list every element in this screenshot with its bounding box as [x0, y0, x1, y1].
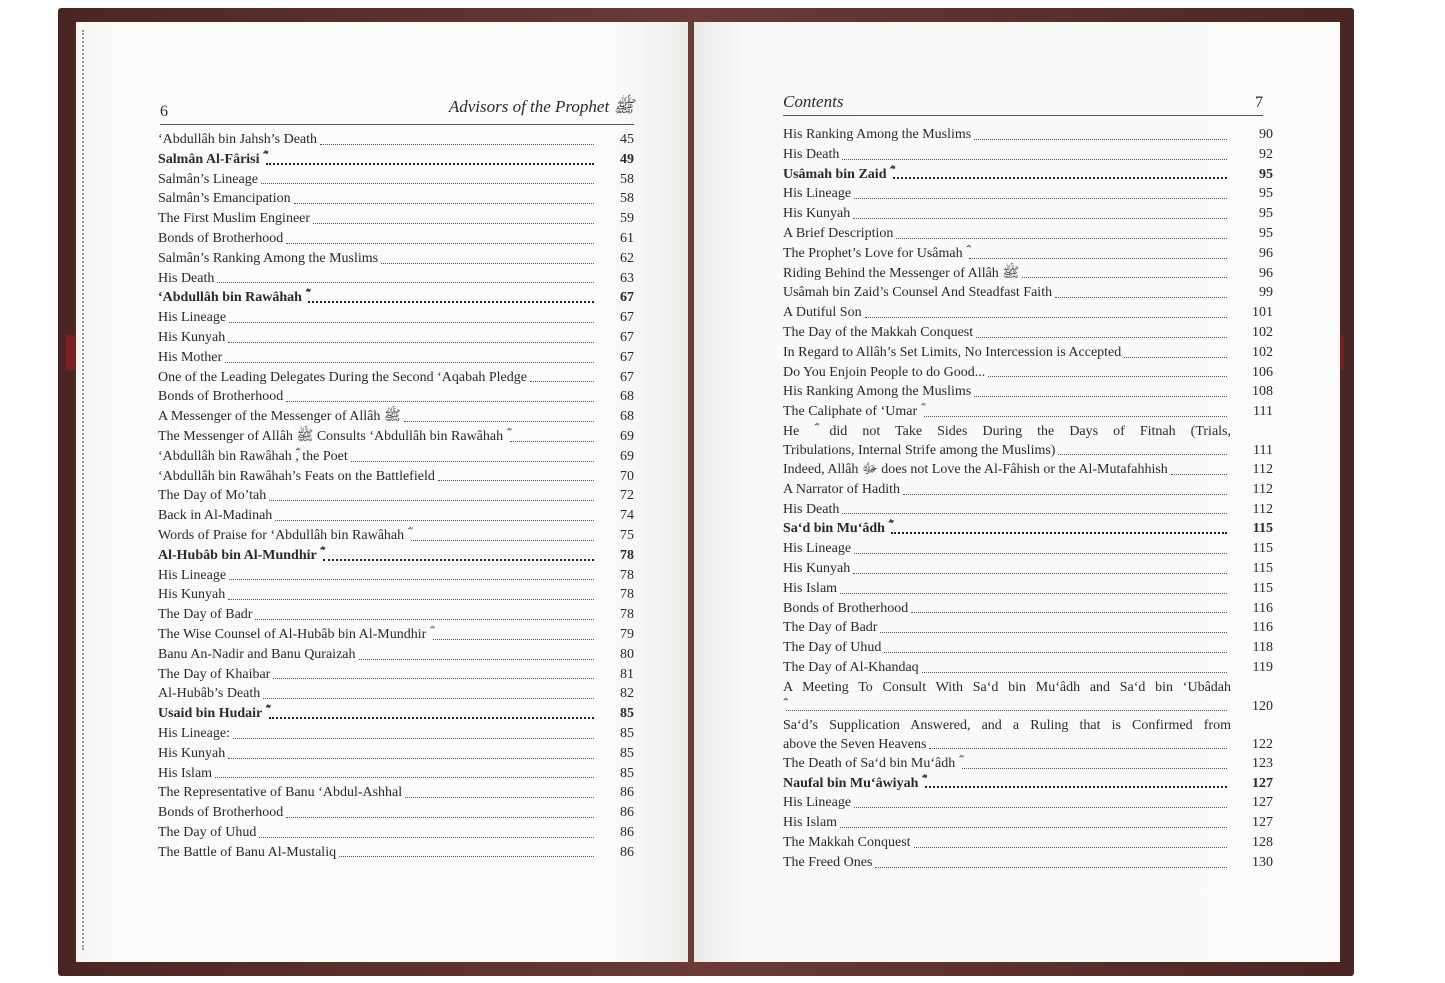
dot-leader	[266, 163, 594, 165]
toc-entry-title: The First Muslim Engineer	[158, 211, 311, 227]
dot-leader	[225, 362, 594, 363]
toc-entry	[158, 605, 634, 625]
toc-entry	[783, 204, 1273, 224]
toc-entry	[158, 229, 634, 249]
dot-leader	[308, 301, 594, 303]
dot-leader	[294, 203, 594, 204]
toc-entry-page: 112	[1252, 481, 1273, 497]
toc-entry-title: Al-Hubâb’s Death	[158, 686, 261, 702]
dot-leader	[976, 337, 1227, 338]
toc-entry-page: 86	[620, 805, 634, 821]
dot-leader	[286, 243, 594, 244]
toc-entry	[783, 125, 1273, 145]
toc-entry-title: His Lineage	[158, 310, 227, 326]
dot-leader	[929, 748, 1227, 749]
toc-entry	[783, 793, 1273, 813]
toc-entry-title: Usâmah bin Zaid ؓ	[783, 166, 890, 182]
toc-entry-title: His Death	[783, 146, 840, 162]
dot-leader	[840, 827, 1227, 828]
toc-entry-page: 85	[620, 725, 634, 741]
dot-leader	[1124, 357, 1227, 358]
toc-entry-page: 86	[620, 824, 634, 840]
toc-entry-title: His Kunyah	[158, 745, 226, 761]
toc-entry	[783, 658, 1273, 678]
dot-leader	[228, 599, 594, 600]
toc-entry-title: Sa‘d bin Mu‘âdh ؓ	[783, 521, 889, 537]
toc-entry-title: Sa‘d’s Supplication Answered, and a Ruling that is Confirmed from	[783, 717, 1231, 733]
toc-entry-page: 122	[1252, 736, 1273, 752]
toc-entry-title: The Day of Badr	[783, 620, 878, 636]
dot-leader	[313, 223, 594, 224]
toc-entry	[158, 269, 634, 289]
toc-entry-title: The Day of Uhud	[783, 640, 882, 656]
toc-entry-page: 63	[620, 270, 634, 286]
toc-entry	[158, 585, 634, 605]
toc-entry	[783, 224, 1273, 244]
toc-entry-title: His Lineage	[783, 541, 852, 557]
toc-entry-title: The Day of Khaibar	[158, 666, 271, 682]
toc-entry	[783, 343, 1273, 363]
toc-entry-title: Usaid bin Hudair ؓ	[158, 706, 266, 722]
dot-leader	[969, 258, 1227, 259]
dot-leader	[404, 421, 594, 422]
dot-leader	[1055, 297, 1227, 298]
right-page-number: 7	[1255, 94, 1263, 111]
dot-leader	[924, 416, 1227, 417]
toc-entry-page: 86	[620, 785, 634, 801]
toc-entry	[158, 506, 634, 526]
dot-leader	[875, 867, 1227, 868]
toc-entry-page: 127	[1252, 815, 1273, 831]
toc-entry	[783, 813, 1273, 833]
toc-entry	[783, 519, 1273, 539]
toc-entry-title: One of the Leading Delegates During the Second ‘Aqabah Pledge	[158, 369, 527, 385]
toc-entry-title: The Day of Uhud	[158, 824, 257, 840]
dot-leader	[286, 401, 594, 402]
dot-leader	[884, 652, 1227, 653]
toc-entry-title: Al-Hubâb bin Al-Mundhir ؓ	[158, 547, 320, 563]
toc-entry-title: In Regard to Allâh’s Set Limits, No Intercession is Accepted	[783, 344, 1122, 360]
toc-entry	[783, 833, 1273, 853]
toc-entry-page: 78	[620, 607, 634, 623]
dot-leader	[911, 612, 1227, 613]
toc-entry	[158, 566, 634, 586]
toc-entry-page: 115	[1252, 580, 1273, 596]
dot-leader	[229, 579, 594, 580]
toc-entry-title: His Islam	[783, 580, 838, 596]
dot-leader	[323, 559, 594, 561]
toc-entry	[158, 783, 634, 803]
toc-entry-title: A Brief Description	[783, 225, 894, 241]
toc-entry	[783, 754, 1273, 774]
toc-entry-page: 102	[1252, 344, 1273, 360]
left-page-running-title: Advisors of the Prophet ﷺ	[448, 97, 634, 116]
toc-entry-page: 67	[620, 349, 634, 365]
toc-entry-page: 95	[1259, 186, 1273, 202]
toc-entry-page: 115	[1252, 560, 1273, 576]
page-perforation	[82, 30, 84, 950]
toc-entry	[158, 467, 634, 487]
dot-leader	[269, 500, 594, 501]
toc-entry-title: His Mother	[158, 349, 223, 365]
toc-entry-page: 74	[620, 508, 634, 524]
toc-entry	[158, 150, 634, 170]
toc-entry	[158, 170, 634, 190]
toc-entry-page: 95	[1259, 166, 1273, 182]
toc-entry-title: Salmân Al-Fârisi ؓ	[158, 151, 264, 167]
dot-leader	[263, 698, 594, 699]
toc-entry-page: 92	[1259, 146, 1273, 162]
dot-leader	[854, 198, 1227, 199]
toc-entry-page: 86	[620, 844, 634, 860]
toc-entry-page: 85	[620, 765, 634, 781]
toc-entry	[158, 724, 634, 744]
toc-entry-page: 61	[620, 230, 634, 246]
toc-entry	[783, 774, 1273, 794]
toc-entry	[783, 539, 1273, 559]
toc-entry	[158, 764, 634, 784]
toc-entry-page: 111	[1253, 404, 1273, 420]
dot-leader	[255, 619, 594, 620]
toc-entry	[158, 625, 634, 645]
dot-leader	[893, 177, 1227, 179]
toc-entry-page: 127	[1252, 775, 1273, 791]
toc-entry	[158, 130, 634, 150]
dot-leader	[854, 807, 1227, 808]
toc-entry-page: 75	[620, 527, 634, 543]
toc-entry-title: The Messenger of Allâh ﷺ Consults ‘Abdullâh bin Rawâhah ؓ	[158, 428, 507, 444]
toc-entry-title: Banu An-Nadir and Banu Quraizah	[158, 646, 356, 662]
toc-entry	[783, 422, 1273, 460]
toc-entry-title: A Narrator of Hadith	[783, 481, 901, 497]
toc-entry-title: Indeed, Allâh ﷻ does not Love the Al-Fâhish or the Al-Mutafahhish	[783, 461, 1168, 477]
dot-leader	[1058, 454, 1227, 455]
dot-leader	[215, 777, 594, 778]
toc-entry-title: Naufal bin Mu‘âwiyah ؓ	[783, 775, 922, 791]
toc-entry-page: 130	[1252, 854, 1273, 870]
toc-entry	[783, 303, 1273, 323]
toc-entry-page: 101	[1252, 305, 1273, 321]
toc-entry	[158, 387, 634, 407]
toc-entry-page: 67	[620, 290, 634, 306]
dot-leader	[405, 797, 594, 798]
dot-leader	[853, 573, 1227, 574]
toc-entry-page: 112	[1252, 461, 1273, 477]
toc-entry-title: The Day of the Makkah Conquest	[783, 324, 974, 340]
toc-entry-page: 45	[620, 132, 634, 147]
toc-entry-title: The Caliphate of ‘Umar ؓ	[783, 404, 921, 420]
toc-entry-page: 58	[620, 191, 634, 207]
toc-entry	[783, 599, 1273, 619]
toc-entry-title: ‘Abdullâh bin Jahsh’s Death	[158, 132, 318, 147]
dot-leader	[275, 520, 594, 521]
dot-leader	[438, 480, 594, 481]
toc-entry	[158, 407, 634, 427]
left-page-number: 6	[160, 103, 168, 120]
toc-entry	[783, 716, 1273, 754]
dot-leader	[233, 738, 594, 739]
toc-entry	[158, 486, 634, 506]
toc-entry-title: The Battle of Banu Al-Mustaliq	[158, 844, 337, 860]
dot-leader	[880, 632, 1227, 633]
toc-entry-page: 112	[1252, 501, 1273, 517]
toc-entry	[158, 744, 634, 764]
toc-entry-page: 69	[620, 448, 634, 464]
toc-entry	[158, 308, 634, 328]
dot-leader	[510, 441, 594, 442]
toc-entry-page: 58	[620, 171, 634, 187]
toc-entry-page: 68	[620, 409, 634, 425]
dot-leader	[217, 282, 594, 283]
toc-entry-page: 67	[620, 329, 634, 345]
toc-entry-title: Bonds of Brotherhood	[783, 600, 909, 616]
toc-entry-page: 108	[1252, 384, 1273, 400]
toc-entry-page: 70	[620, 468, 634, 484]
toc-entry-page: 119	[1252, 659, 1273, 675]
toc-entry-page: 81	[620, 666, 634, 682]
toc-entry-title: His Kunyah	[158, 587, 226, 603]
toc-entry	[158, 368, 634, 388]
dot-leader	[974, 396, 1227, 397]
dot-leader	[433, 639, 594, 640]
toc-entry-page: 85	[620, 706, 634, 722]
toc-entry-page: 123	[1252, 755, 1273, 771]
toc-entry	[783, 264, 1273, 284]
toc-entry-title: Do You Enjoin People to do Good...	[783, 364, 986, 380]
dot-leader	[1022, 277, 1227, 278]
toc-entry-title: Words of Praise for ‘Abdullâh bin Rawâhah ؓ	[158, 527, 408, 543]
toc-entry-title: His Lineage	[783, 795, 852, 811]
toc-entry-title: A Messenger of the Messenger of Allâh ﷺ	[158, 409, 401, 425]
toc-entry	[158, 249, 634, 269]
dot-leader	[259, 837, 594, 838]
toc-entry-page: 85	[620, 745, 634, 761]
dot-leader	[925, 786, 1227, 788]
dot-leader	[339, 856, 594, 857]
toc-entry	[783, 460, 1273, 480]
toc-entry-page: 120	[1252, 698, 1273, 714]
toc-entry	[158, 803, 634, 823]
toc-entry-title: Bonds of Brotherhood	[158, 230, 284, 246]
toc-entry-title: The Death of Sa‘d bin Mu‘âdh ؓ	[783, 755, 959, 771]
toc-entry-page: 96	[1259, 245, 1273, 261]
toc-entry	[158, 328, 634, 348]
dot-leader	[228, 342, 594, 343]
toc-entry-title: His Ranking Among the Muslims	[783, 384, 972, 400]
toc-entry-title: Bonds of Brotherhood	[158, 805, 284, 821]
dot-leader	[840, 593, 1227, 594]
toc-entry	[158, 704, 634, 724]
toc-entry-page: 82	[620, 686, 634, 702]
toc-entry-page: 62	[620, 250, 634, 266]
toc-entry	[783, 165, 1273, 185]
toc-entry	[783, 363, 1273, 383]
toc-entry	[783, 283, 1273, 303]
toc-entry-title: The Representative of Banu ‘Abdul-Ashhal	[158, 785, 403, 801]
toc-entry-title: A Dutiful Son	[783, 305, 862, 321]
toc-entry-title: A Meeting To Consult With Sa‘d bin Mu‘âdh and Sa‘d bin ‘Ubâdah	[783, 679, 1231, 695]
toc-entry-page: 72	[620, 488, 634, 504]
toc-entry	[783, 145, 1273, 165]
toc-entry-page: 80	[620, 646, 634, 662]
toc-entry-page: 115	[1252, 521, 1273, 537]
toc-entry	[783, 618, 1273, 638]
dot-leader	[842, 159, 1227, 160]
toc-entry-title: His Kunyah	[783, 206, 851, 222]
toc-entry-title: His Ranking Among the Muslims	[783, 127, 972, 142]
dot-leader	[411, 540, 594, 541]
toc-entry-page: 69	[620, 428, 634, 444]
toc-entry-title: Bonds of Brotherhood	[158, 389, 284, 405]
toc-entry-page: 78	[620, 547, 634, 563]
toc-entry-page: 116	[1252, 600, 1273, 616]
toc-entry-page: 95	[1259, 206, 1273, 222]
toc-entry	[158, 645, 634, 665]
toc-entry-page: 78	[620, 587, 634, 603]
toc-entry	[783, 184, 1273, 204]
toc-entry-title: Usâmah bin Zaid’s Counsel And Steadfast Faith	[783, 285, 1053, 301]
toc-entry	[158, 526, 634, 546]
toc-entry	[783, 853, 1273, 873]
toc-entry-title: The Freed Ones	[783, 854, 873, 870]
toc-entry-title: His Death	[158, 270, 215, 286]
toc-entry-page: 99	[1259, 285, 1273, 301]
dot-leader	[854, 553, 1227, 554]
toc-entry-title: Salmân’s Lineage	[158, 171, 258, 187]
toc-entry-page: 102	[1252, 324, 1273, 340]
toc-entry-page: 111	[1253, 442, 1273, 458]
right-page-running-title: Contents	[783, 92, 844, 111]
toc-entry	[158, 546, 634, 566]
toc-entry	[158, 823, 634, 843]
dot-leader	[286, 817, 594, 818]
dot-leader	[530, 381, 594, 382]
toc-entry-title: Salmân’s Emancipation	[158, 191, 291, 207]
toc-entry-page: 128	[1252, 834, 1273, 850]
toc-entry-title: His Kunyah	[783, 560, 851, 576]
toc-entry-title: Back in Al-Madinah	[158, 508, 273, 524]
toc-entry-title: The Day of Badr	[158, 607, 253, 623]
toc-entry-title: The Day of Mo’tah	[158, 488, 267, 504]
dot-leader	[896, 238, 1227, 239]
toc-entry-page: 96	[1259, 265, 1273, 281]
dot-leader	[914, 847, 1227, 848]
toc-entry-title: His Kunyah	[158, 329, 226, 345]
dot-leader	[842, 513, 1227, 514]
toc-entry	[783, 678, 1273, 716]
toc-entry-page: 106	[1252, 364, 1273, 380]
dot-leader	[381, 263, 594, 264]
toc-entry	[158, 843, 634, 863]
dot-leader	[320, 144, 594, 145]
toc-entry-page: 95	[1259, 225, 1273, 241]
toc-entry	[158, 189, 634, 209]
left-table-of-contents	[158, 130, 634, 862]
dot-leader	[786, 710, 1227, 711]
toc-entry	[158, 348, 634, 368]
toc-entry-title: His Lineage	[783, 186, 852, 202]
toc-entry-page: 67	[620, 310, 634, 326]
right-page-header	[783, 92, 1263, 116]
toc-entry-page: 49	[620, 151, 634, 167]
toc-entry-page: 67	[620, 369, 634, 385]
toc-entry-page: 79	[620, 626, 634, 642]
toc-entry-title: The Wise Counsel of Al-Hubâb bin Al-Mundhir ؓ	[158, 626, 430, 642]
dot-leader	[228, 758, 594, 759]
toc-entry	[783, 382, 1273, 402]
toc-entry-title-continued: Tribulations, Internal Strife among the Muslims)	[783, 442, 1056, 458]
dot-leader	[359, 659, 595, 660]
toc-entry	[783, 244, 1273, 264]
toc-entry-page: 90	[1259, 127, 1273, 142]
toc-entry-title: He ؓ did not Take Sides During the Days of Fitnah (Trials,	[783, 423, 1231, 439]
dot-leader	[1171, 474, 1227, 475]
toc-entry	[158, 665, 634, 685]
toc-entry	[158, 427, 634, 447]
toc-entry	[783, 638, 1273, 658]
toc-entry	[783, 323, 1273, 343]
toc-entry-page: 116	[1252, 620, 1273, 636]
dot-leader	[269, 717, 594, 719]
toc-entry	[783, 480, 1273, 500]
dot-leader	[865, 317, 1227, 318]
dot-leader	[891, 532, 1227, 534]
toc-entry	[783, 579, 1273, 599]
toc-entry	[783, 500, 1273, 520]
dot-leader	[974, 139, 1227, 140]
toc-entry-title: His Death	[783, 501, 840, 517]
toc-entry-page: 127	[1252, 795, 1273, 811]
toc-entry-title: ‘Abdullâh bin Rawâhah ؓ	[158, 290, 306, 306]
dot-leader	[988, 376, 1227, 377]
toc-entry-title: His Islam	[783, 815, 838, 831]
toc-entry-page: 118	[1252, 640, 1273, 656]
toc-entry-title: The Makkah Conquest	[783, 834, 911, 850]
dot-leader	[903, 494, 1227, 495]
toc-entry-title: ‘Abdullâh bin Rawâhah’s Feats on the Battlefield	[158, 468, 435, 484]
toc-entry-page: 68	[620, 389, 634, 405]
toc-entry-title: Riding Behind the Messenger of Allâh ﷺ	[783, 265, 1020, 281]
toc-entry-title: ‘Abdullâh bin Rawâhah ؓ, the Poet	[158, 448, 348, 464]
toc-entry-title: Salmân’s Ranking Among the Muslims	[158, 250, 379, 266]
dot-leader	[922, 672, 1227, 673]
toc-entry	[783, 402, 1273, 422]
toc-entry-title: His Islam	[158, 765, 213, 781]
toc-entry-page: 59	[620, 211, 634, 227]
dot-leader	[853, 218, 1227, 219]
toc-entry-title-continued: above the Seven Heavens	[783, 736, 927, 752]
dot-leader	[261, 183, 594, 184]
toc-entry	[158, 447, 634, 467]
dot-leader	[229, 322, 594, 323]
toc-entry	[158, 209, 634, 229]
dot-leader	[351, 461, 594, 462]
toc-entry-page: 115	[1252, 541, 1273, 557]
toc-entry-title: The Prophet’s Love for Usâmah ؓ	[783, 245, 967, 261]
right-table-of-contents	[783, 125, 1273, 873]
toc-entry-title: His Lineage:	[158, 725, 230, 741]
left-page-header	[160, 96, 634, 125]
toc-entry	[158, 684, 634, 704]
dot-leader	[962, 768, 1227, 769]
toc-entry	[783, 559, 1273, 579]
toc-entry	[158, 288, 634, 308]
toc-entry-page: 78	[620, 567, 634, 583]
toc-entry-title: His Lineage	[158, 567, 227, 583]
dot-leader	[273, 678, 594, 679]
toc-entry-title: The Day of Al-Khandaq	[783, 659, 919, 675]
